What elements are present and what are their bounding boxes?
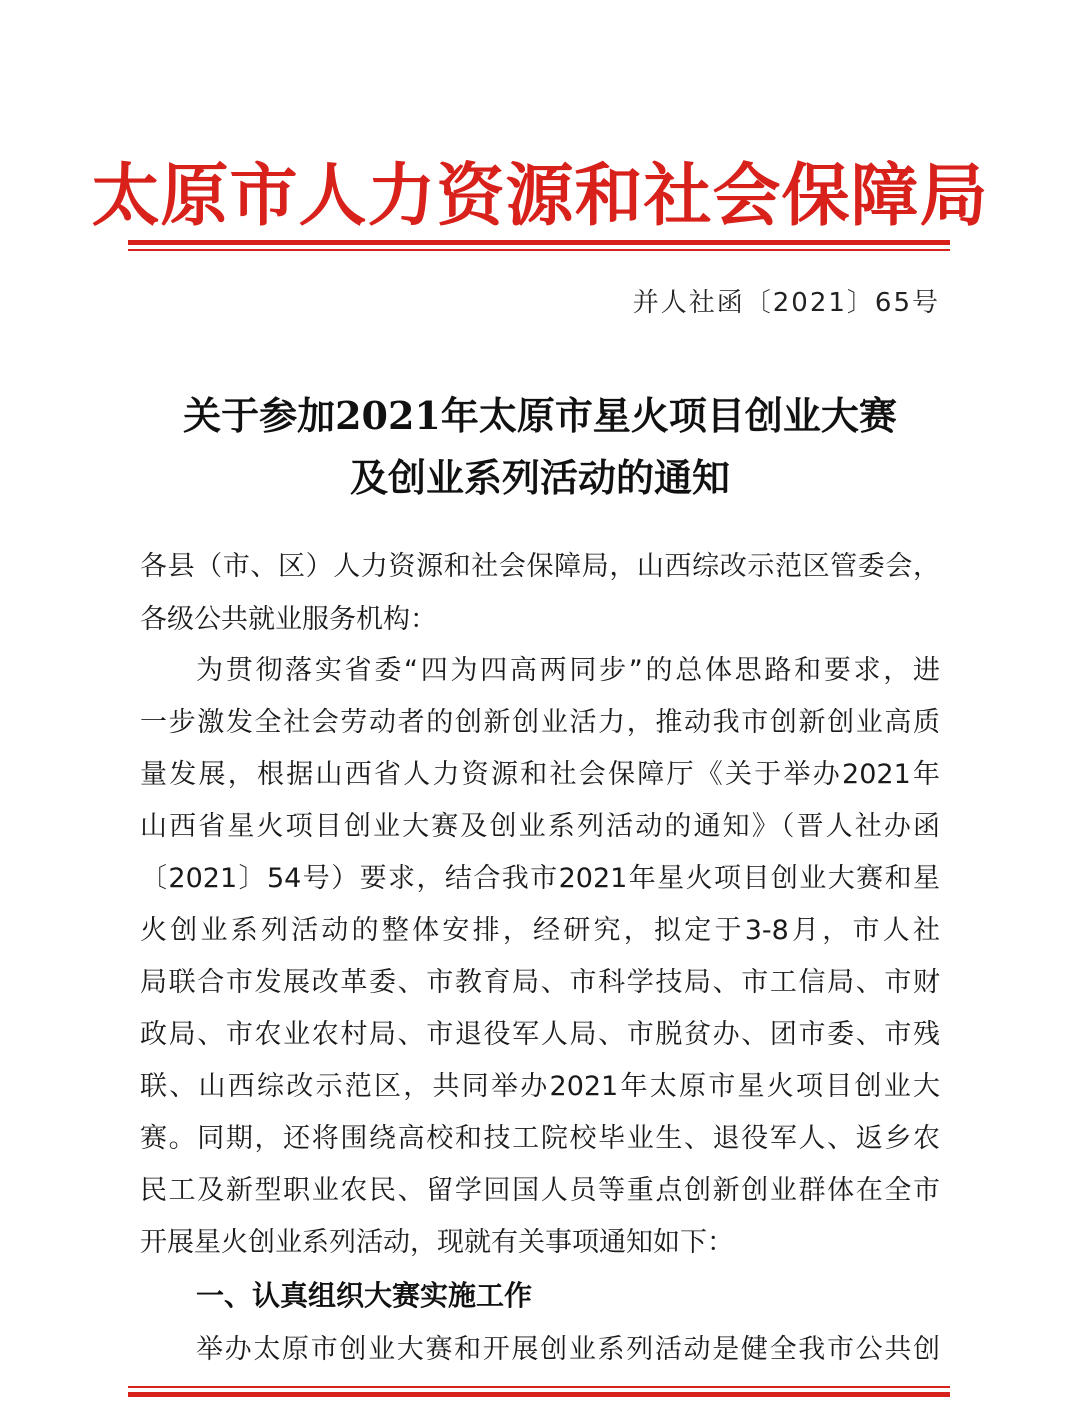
paragraph-line: 民工及新型职业农民、留学回国人员等重点创新创业群体在全市 (140, 1175, 940, 1206)
paragraph-line: 举办太原市创业大赛和开展创业系列活动是健全我市公共创 (196, 1334, 940, 1365)
document-title-line2: 及创业系列活动的通知 (349, 455, 730, 500)
footer-rule-thin (128, 1386, 950, 1388)
paragraph-line: 联、山西综改示范区，共同举办2021年太原市星火项目创业大 (140, 1071, 940, 1102)
paragraph-line: 政局、市农业农村局、市退役军人局、市脱贫办、团市委、市残 (140, 1019, 940, 1050)
paragraph-line: 赛。同期，还将围绕高校和技工院校毕业生、退役军人、返乡农 (140, 1123, 940, 1154)
paragraph-line: 局联合市发展改革委、市教育局、市科学技局、市工信局、市财 (140, 967, 940, 998)
document-number: 并人社函〔2021〕65号 (632, 288, 940, 318)
masthead-rule-thick (128, 240, 950, 245)
paragraph-line: 火创业系列活动的整体安排，经研究，拟定于3-8月，市人社 (140, 915, 940, 946)
paragraph-line: 〔2021〕54号）要求，结合我市2021年星火项目创业大赛和星 (140, 863, 940, 894)
footer-rule-thick (128, 1392, 950, 1397)
addressee-line: 各县（市、区）人力资源和社会保障局，山西综改示范区管委会， (140, 551, 940, 582)
masthead-org-name: 太原市人力资源和社会保障局 (91, 156, 989, 236)
paragraph-line: 一步激发全社会劳动者的创新创业活力，推动我市创新创业高质 (140, 707, 940, 738)
addressee-line: 各级公共就业服务机构： (140, 604, 437, 635)
paragraph-line: 为贯彻落实省委“四为四高两同步”的总体思路和要求，进 (196, 655, 940, 686)
document-title-line1: 关于参加2021年太原市星火项目创业大赛 (183, 393, 897, 438)
masthead-rule-thin (128, 249, 950, 251)
paragraph-line: 量发展，根据山西省人力资源和社会保障厅《关于举办2021年 (140, 759, 940, 790)
paragraph-line: 山西省星火项目创业大赛及创业系列活动的通知》（晋人社办函 (140, 811, 940, 842)
section-heading: 一、认真组织大赛实施工作 (196, 1279, 533, 1312)
paragraph-line: 开展星火创业系列活动，现就有关事项通知如下： (140, 1227, 734, 1258)
